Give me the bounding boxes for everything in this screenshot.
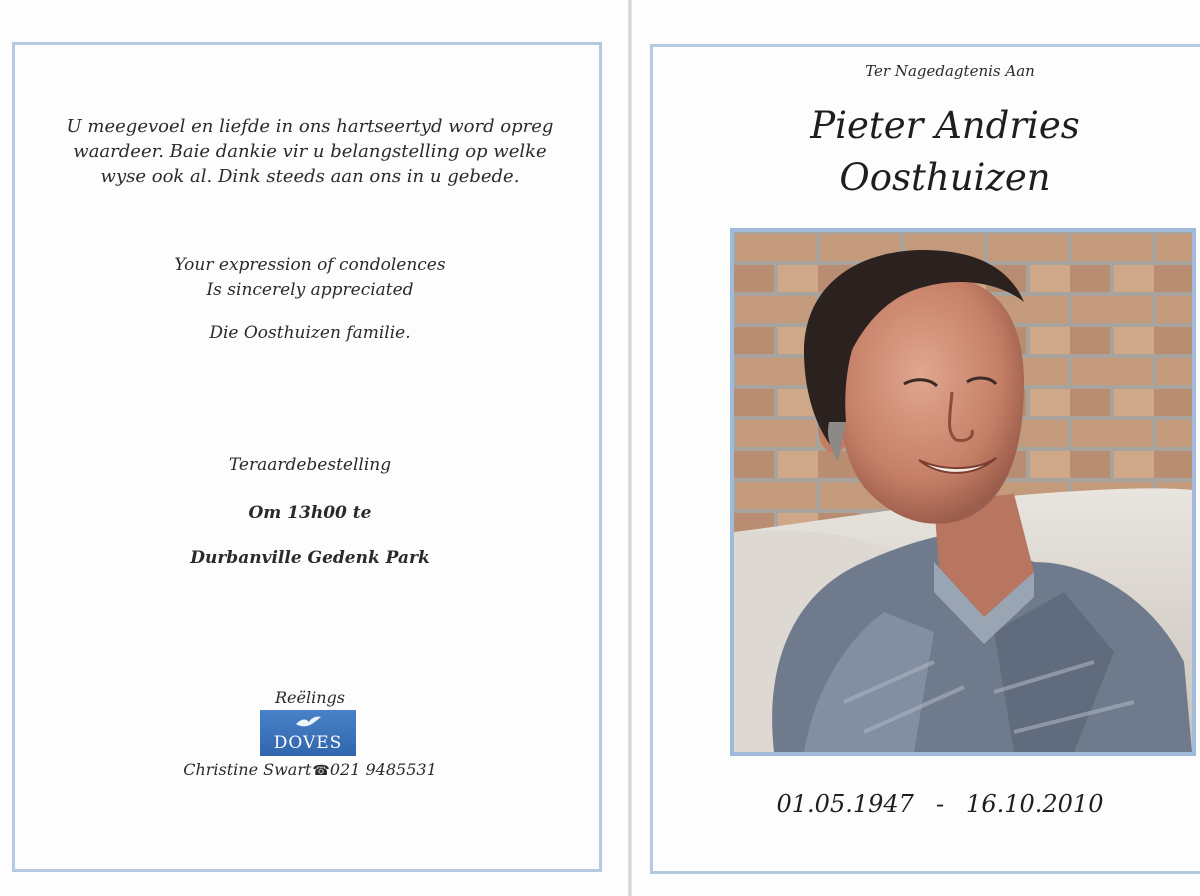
logo-text: DOVES [273, 733, 343, 753]
thanks-afrikaans-line: U meegevoel en liefde in ons hartseertyd word opreg [66, 116, 554, 137]
doves-logo [260, 710, 356, 756]
telephone-icon: ☎ [312, 763, 330, 779]
burial-place: Durbanville Gedenk Park [190, 548, 430, 568]
portrait-illustration [734, 232, 1192, 752]
thanks-afrikaans-line: wyse ook al. Dink steeds aan ons in u gebede. [100, 166, 520, 187]
name-line: Pieter Andries [810, 104, 1080, 147]
thanks-english-line: Is sincerely appreciated [206, 280, 414, 300]
date-separator: - [935, 790, 945, 818]
thanks-english [40, 253, 580, 303]
birth-date: 01.05.1947 [776, 790, 914, 818]
thanks-afrikaans-line: waardeer. Baie dankie vir u belangstelling op welke [73, 141, 547, 162]
thanks-english-line: Your expression of condolences [174, 255, 446, 275]
thanks-afrikaans [40, 114, 580, 189]
life-dates [700, 790, 1180, 818]
dove-icon [294, 715, 322, 729]
burial-title: Teraardebestelling [228, 455, 392, 475]
contact-name: Christine Swart [183, 760, 312, 779]
family-signature: Die Oosthuizen familie. [209, 323, 411, 343]
deceased-name [700, 100, 1190, 204]
memoriam-heading: Ter Nagedagtenis Aan [865, 62, 1035, 80]
name-line: Oosthuizen [839, 156, 1051, 199]
arrangements-label: Reëlings [275, 688, 345, 707]
burial-time: Om 13h00 te [248, 503, 372, 523]
contact-line [120, 760, 500, 779]
portrait-photo [730, 228, 1196, 756]
death-date: 16.10.2010 [966, 790, 1104, 818]
contact-phone: 021 9485531 [329, 760, 437, 779]
